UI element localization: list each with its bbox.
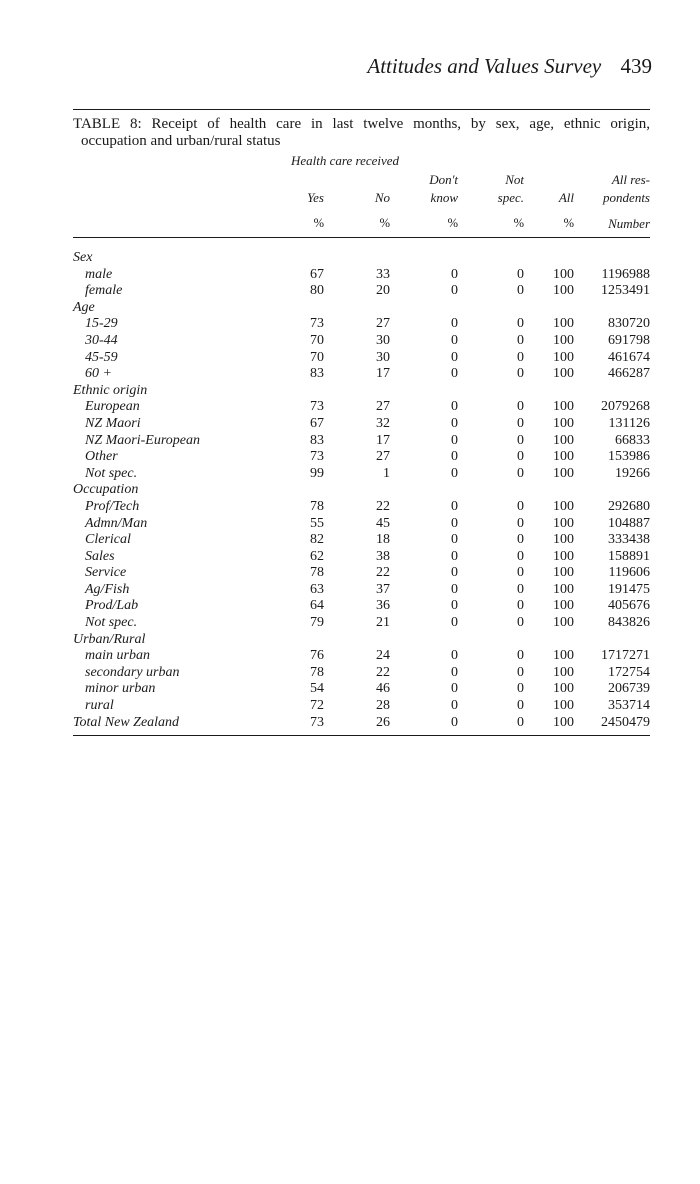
cell-yes: 54 xyxy=(310,681,324,697)
col-head-respondents: pondents xyxy=(603,190,650,205)
cell-notspec: 0 xyxy=(517,349,524,365)
cell-notspec: 0 xyxy=(517,581,524,597)
table-row xyxy=(73,598,650,615)
row-label: Ethnic origin xyxy=(73,382,148,398)
row-label: Ag/Fish xyxy=(85,581,130,597)
row-label: Age xyxy=(73,299,95,315)
cell-no: 27 xyxy=(376,399,390,415)
row-label: Sex xyxy=(73,250,93,265)
cell-no: 22 xyxy=(376,498,390,514)
unit-yes: % xyxy=(313,216,324,230)
cell-respondents: 333438 xyxy=(608,532,650,548)
cell-respondents: 66833 xyxy=(615,432,650,448)
unit-all: % xyxy=(563,216,574,230)
table-row xyxy=(73,283,650,300)
running-head xyxy=(367,54,652,79)
row-label: Total New Zealand xyxy=(73,714,180,730)
cell-yes: 99 xyxy=(310,465,324,481)
cell-all: 100 xyxy=(553,283,574,299)
cell-no: 17 xyxy=(376,432,390,448)
caption-line-1: TABLE 8: Receipt of health care in last twelve months, by sex, age, ethnic origin, xyxy=(73,116,650,132)
table-row xyxy=(73,316,650,333)
row-label: Urban/Rural xyxy=(73,631,146,647)
col-head-notspec-1: Not xyxy=(505,172,524,187)
cell-all: 100 xyxy=(553,465,574,481)
cell-all: 100 xyxy=(553,332,574,348)
cell-no: 22 xyxy=(376,664,390,680)
stub-unit xyxy=(73,205,258,233)
unit-no: % xyxy=(379,216,390,230)
table-8 xyxy=(73,109,650,736)
cell-no: 21 xyxy=(376,615,390,631)
table-row xyxy=(73,449,650,466)
table-row xyxy=(73,516,650,533)
cell-respondents: 19266 xyxy=(615,465,650,481)
table-row xyxy=(73,648,650,665)
cell-all: 100 xyxy=(553,581,574,597)
cell-notspec: 0 xyxy=(517,399,524,415)
cell-no: 33 xyxy=(376,266,390,282)
cell-yes: 78 xyxy=(310,664,324,680)
table-row xyxy=(73,565,650,582)
row-label: female xyxy=(85,283,123,299)
cell-dontknow: 0 xyxy=(451,399,458,415)
col-head-yes: Yes xyxy=(307,190,324,205)
col-head-no-1 xyxy=(324,170,390,187)
cell-no: 20 xyxy=(376,283,390,299)
unit-dontknow: % xyxy=(447,216,458,230)
cell-dontknow: 0 xyxy=(451,598,458,614)
cell-notspec: 0 xyxy=(517,465,524,481)
cell-respondents: 2450479 xyxy=(601,714,650,730)
row-label: 45-59 xyxy=(85,349,118,365)
table-row xyxy=(73,499,650,516)
cell-notspec: 0 xyxy=(517,415,524,431)
journal-title: Attitudes and Values Survey xyxy=(367,54,602,78)
cell-dontknow: 0 xyxy=(451,349,458,365)
cell-no: 22 xyxy=(376,565,390,581)
col-head-all: All xyxy=(558,190,574,205)
cell-dontknow: 0 xyxy=(451,498,458,514)
cell-respondents: 466287 xyxy=(608,366,650,382)
page-number: 439 xyxy=(620,54,652,78)
table-row xyxy=(73,549,650,566)
table-row xyxy=(73,532,650,549)
cell-notspec: 0 xyxy=(517,615,524,631)
cell-all: 100 xyxy=(553,498,574,514)
cell-respondents: 1717271 xyxy=(601,648,650,664)
cell-yes: 64 xyxy=(310,598,324,614)
cell-all: 100 xyxy=(553,349,574,365)
cell-no: 26 xyxy=(376,714,390,730)
cell-all: 100 xyxy=(553,266,574,282)
cell-respondents: 353714 xyxy=(608,698,650,714)
row-label: Occupation xyxy=(73,482,139,498)
cell-all: 100 xyxy=(553,532,574,548)
cell-dontknow: 0 xyxy=(451,449,458,465)
row-label: secondary urban xyxy=(85,664,180,680)
col-head-no: No xyxy=(374,190,390,205)
cell-respondents: 172754 xyxy=(608,664,650,680)
cell-yes: 83 xyxy=(310,432,324,448)
cell-all: 100 xyxy=(553,366,574,382)
cell-no: 17 xyxy=(376,366,390,382)
table-row xyxy=(73,615,650,632)
stub-head-2 xyxy=(73,187,258,205)
row-label: Prod/Lab xyxy=(85,598,139,614)
row-label: Clerical xyxy=(85,532,131,548)
cell-notspec: 0 xyxy=(517,681,524,697)
cell-respondents: 2079268 xyxy=(601,399,650,415)
cell-dontknow: 0 xyxy=(451,465,458,481)
cell-notspec: 0 xyxy=(517,598,524,614)
cell-dontknow: 0 xyxy=(451,316,458,332)
cell-yes: 73 xyxy=(310,714,324,730)
cell-yes: 80 xyxy=(310,283,324,299)
cell-all: 100 xyxy=(553,698,574,714)
table-row xyxy=(73,350,650,367)
cell-notspec: 0 xyxy=(517,316,524,332)
data-table xyxy=(73,170,650,233)
cell-all: 100 xyxy=(553,648,574,664)
cell-no: 28 xyxy=(376,698,390,714)
table-row xyxy=(73,333,650,350)
col-head-dontknow: know xyxy=(430,190,458,205)
row-label: Not spec. xyxy=(85,465,138,481)
cell-dontknow: 0 xyxy=(451,515,458,531)
cell-respondents: 691798 xyxy=(608,332,650,348)
cell-no: 38 xyxy=(376,548,390,564)
cell-yes: 76 xyxy=(310,648,324,664)
col-head-all-1 xyxy=(524,170,574,187)
row-label: 60 + xyxy=(85,366,112,382)
cell-yes: 70 xyxy=(310,349,324,365)
cell-dontknow: 0 xyxy=(451,698,458,714)
cell-respondents: 191475 xyxy=(608,581,650,597)
cell-dontknow: 0 xyxy=(451,432,458,448)
cell-notspec: 0 xyxy=(517,332,524,348)
row-label: Other xyxy=(85,449,118,465)
cell-no: 36 xyxy=(376,598,390,614)
cell-dontknow: 0 xyxy=(451,283,458,299)
row-label: European xyxy=(85,399,140,415)
bottom-rule xyxy=(73,735,650,736)
cell-notspec: 0 xyxy=(517,432,524,448)
row-label: main urban xyxy=(85,648,150,664)
total-row xyxy=(73,715,650,732)
table-row xyxy=(73,416,650,433)
cell-dontknow: 0 xyxy=(451,332,458,348)
cell-dontknow: 0 xyxy=(451,681,458,697)
table-caption xyxy=(73,116,650,150)
cell-all: 100 xyxy=(553,548,574,564)
cell-all: 100 xyxy=(553,664,574,680)
cell-no: 37 xyxy=(376,581,390,597)
cell-no: 32 xyxy=(376,415,390,431)
table-head xyxy=(73,170,650,233)
cell-notspec: 0 xyxy=(517,498,524,514)
stub-head xyxy=(73,170,258,187)
col-head-notspec: spec. xyxy=(497,190,524,205)
cell-dontknow: 0 xyxy=(451,581,458,597)
cell-all: 100 xyxy=(553,415,574,431)
table-row xyxy=(73,366,650,383)
table-row xyxy=(73,681,650,698)
cell-all: 100 xyxy=(553,714,574,730)
cell-all: 100 xyxy=(553,615,574,631)
cell-dontknow: 0 xyxy=(451,565,458,581)
cell-yes: 73 xyxy=(310,316,324,332)
cell-yes: 78 xyxy=(310,565,324,581)
cell-no: 45 xyxy=(376,515,390,531)
cell-dontknow: 0 xyxy=(451,648,458,664)
section-heading-row xyxy=(73,632,650,649)
cell-notspec: 0 xyxy=(517,565,524,581)
cell-notspec: 0 xyxy=(517,698,524,714)
cell-yes: 82 xyxy=(310,532,324,548)
cell-all: 100 xyxy=(553,681,574,697)
row-label: 15-29 xyxy=(85,316,118,332)
cell-no: 1 xyxy=(383,465,390,481)
cell-all: 100 xyxy=(553,316,574,332)
row-label: NZ Maori xyxy=(85,415,141,431)
unit-respondents: Number xyxy=(608,216,650,231)
cell-no: 24 xyxy=(376,648,390,664)
row-label: 30-44 xyxy=(85,332,118,348)
unit-notspec: % xyxy=(513,216,524,230)
table-row xyxy=(73,665,650,682)
cell-yes: 67 xyxy=(310,266,324,282)
cell-yes: 62 xyxy=(310,548,324,564)
cell-no: 27 xyxy=(376,316,390,332)
cell-respondents: 158891 xyxy=(608,548,650,564)
table-row xyxy=(73,399,650,416)
row-label: rural xyxy=(85,698,114,714)
section-heading-row xyxy=(73,250,650,267)
cell-notspec: 0 xyxy=(517,648,524,664)
col-head-yes-1 xyxy=(258,170,324,187)
cell-dontknow: 0 xyxy=(451,266,458,282)
cell-yes: 73 xyxy=(310,449,324,465)
cell-respondents: 405676 xyxy=(608,598,650,614)
cell-notspec: 0 xyxy=(517,449,524,465)
cell-yes: 55 xyxy=(310,515,324,531)
cell-no: 30 xyxy=(376,349,390,365)
data-table-body xyxy=(73,238,650,731)
cell-yes: 83 xyxy=(310,366,324,382)
table-body xyxy=(73,238,650,731)
cell-notspec: 0 xyxy=(517,714,524,730)
cell-yes: 79 xyxy=(310,615,324,631)
row-label: minor urban xyxy=(85,681,156,697)
top-rule xyxy=(73,109,650,110)
cell-yes: 63 xyxy=(310,581,324,597)
cell-respondents: 131126 xyxy=(608,415,650,431)
col-head-respondents-1: All res- xyxy=(611,172,650,187)
cell-all: 100 xyxy=(553,449,574,465)
cell-notspec: 0 xyxy=(517,664,524,680)
col-head-dontknow-1: Don't xyxy=(429,172,458,187)
row-label: Admn/Man xyxy=(85,515,148,531)
cell-respondents: 153986 xyxy=(608,449,650,465)
cell-respondents: 292680 xyxy=(608,498,650,514)
table-row xyxy=(73,466,650,483)
table-row xyxy=(73,267,650,284)
cell-all: 100 xyxy=(553,565,574,581)
section-heading-row xyxy=(73,482,650,499)
cell-dontknow: 0 xyxy=(451,532,458,548)
cell-respondents: 1253491 xyxy=(601,283,650,299)
cell-dontknow: 0 xyxy=(451,664,458,680)
cell-dontknow: 0 xyxy=(451,548,458,564)
cell-respondents: 461674 xyxy=(608,349,650,365)
cell-respondents: 830720 xyxy=(608,316,650,332)
cell-respondents: 843826 xyxy=(608,615,650,631)
row-label: Not spec. xyxy=(85,615,138,631)
cell-dontknow: 0 xyxy=(451,615,458,631)
cell-all: 100 xyxy=(553,399,574,415)
caption-line-2: occupation and urban/rural status xyxy=(81,133,281,149)
cell-notspec: 0 xyxy=(517,266,524,282)
cell-notspec: 0 xyxy=(517,366,524,382)
cell-no: 30 xyxy=(376,332,390,348)
table-row xyxy=(73,582,650,599)
row-label: Service xyxy=(85,565,127,581)
cell-notspec: 0 xyxy=(517,283,524,299)
cell-yes: 78 xyxy=(310,498,324,514)
cell-yes: 72 xyxy=(310,698,324,714)
row-label: Prof/Tech xyxy=(85,498,140,514)
cell-all: 100 xyxy=(553,515,574,531)
group-header: Health care received xyxy=(291,153,400,168)
cell-notspec: 0 xyxy=(517,515,524,531)
cell-no: 27 xyxy=(376,449,390,465)
row-label: Sales xyxy=(85,548,115,564)
table-row xyxy=(73,433,650,450)
cell-notspec: 0 xyxy=(517,532,524,548)
cell-dontknow: 0 xyxy=(451,714,458,730)
row-label: NZ Maori-European xyxy=(85,432,200,448)
cell-respondents: 1196988 xyxy=(601,266,650,282)
cell-yes: 70 xyxy=(310,332,324,348)
cell-all: 100 xyxy=(553,432,574,448)
cell-no: 46 xyxy=(376,681,390,697)
cell-dontknow: 0 xyxy=(451,415,458,431)
cell-dontknow: 0 xyxy=(451,366,458,382)
row-label: male xyxy=(85,266,113,282)
cell-no: 18 xyxy=(376,532,390,548)
cell-yes: 67 xyxy=(310,415,324,431)
cell-all: 100 xyxy=(553,598,574,614)
table-row xyxy=(73,698,650,715)
cell-respondents: 119606 xyxy=(608,565,650,581)
cell-notspec: 0 xyxy=(517,548,524,564)
section-heading-row xyxy=(73,300,650,317)
cell-respondents: 104887 xyxy=(608,515,650,531)
cell-yes: 73 xyxy=(310,399,324,415)
section-heading-row xyxy=(73,383,650,400)
cell-respondents: 206739 xyxy=(608,681,650,697)
